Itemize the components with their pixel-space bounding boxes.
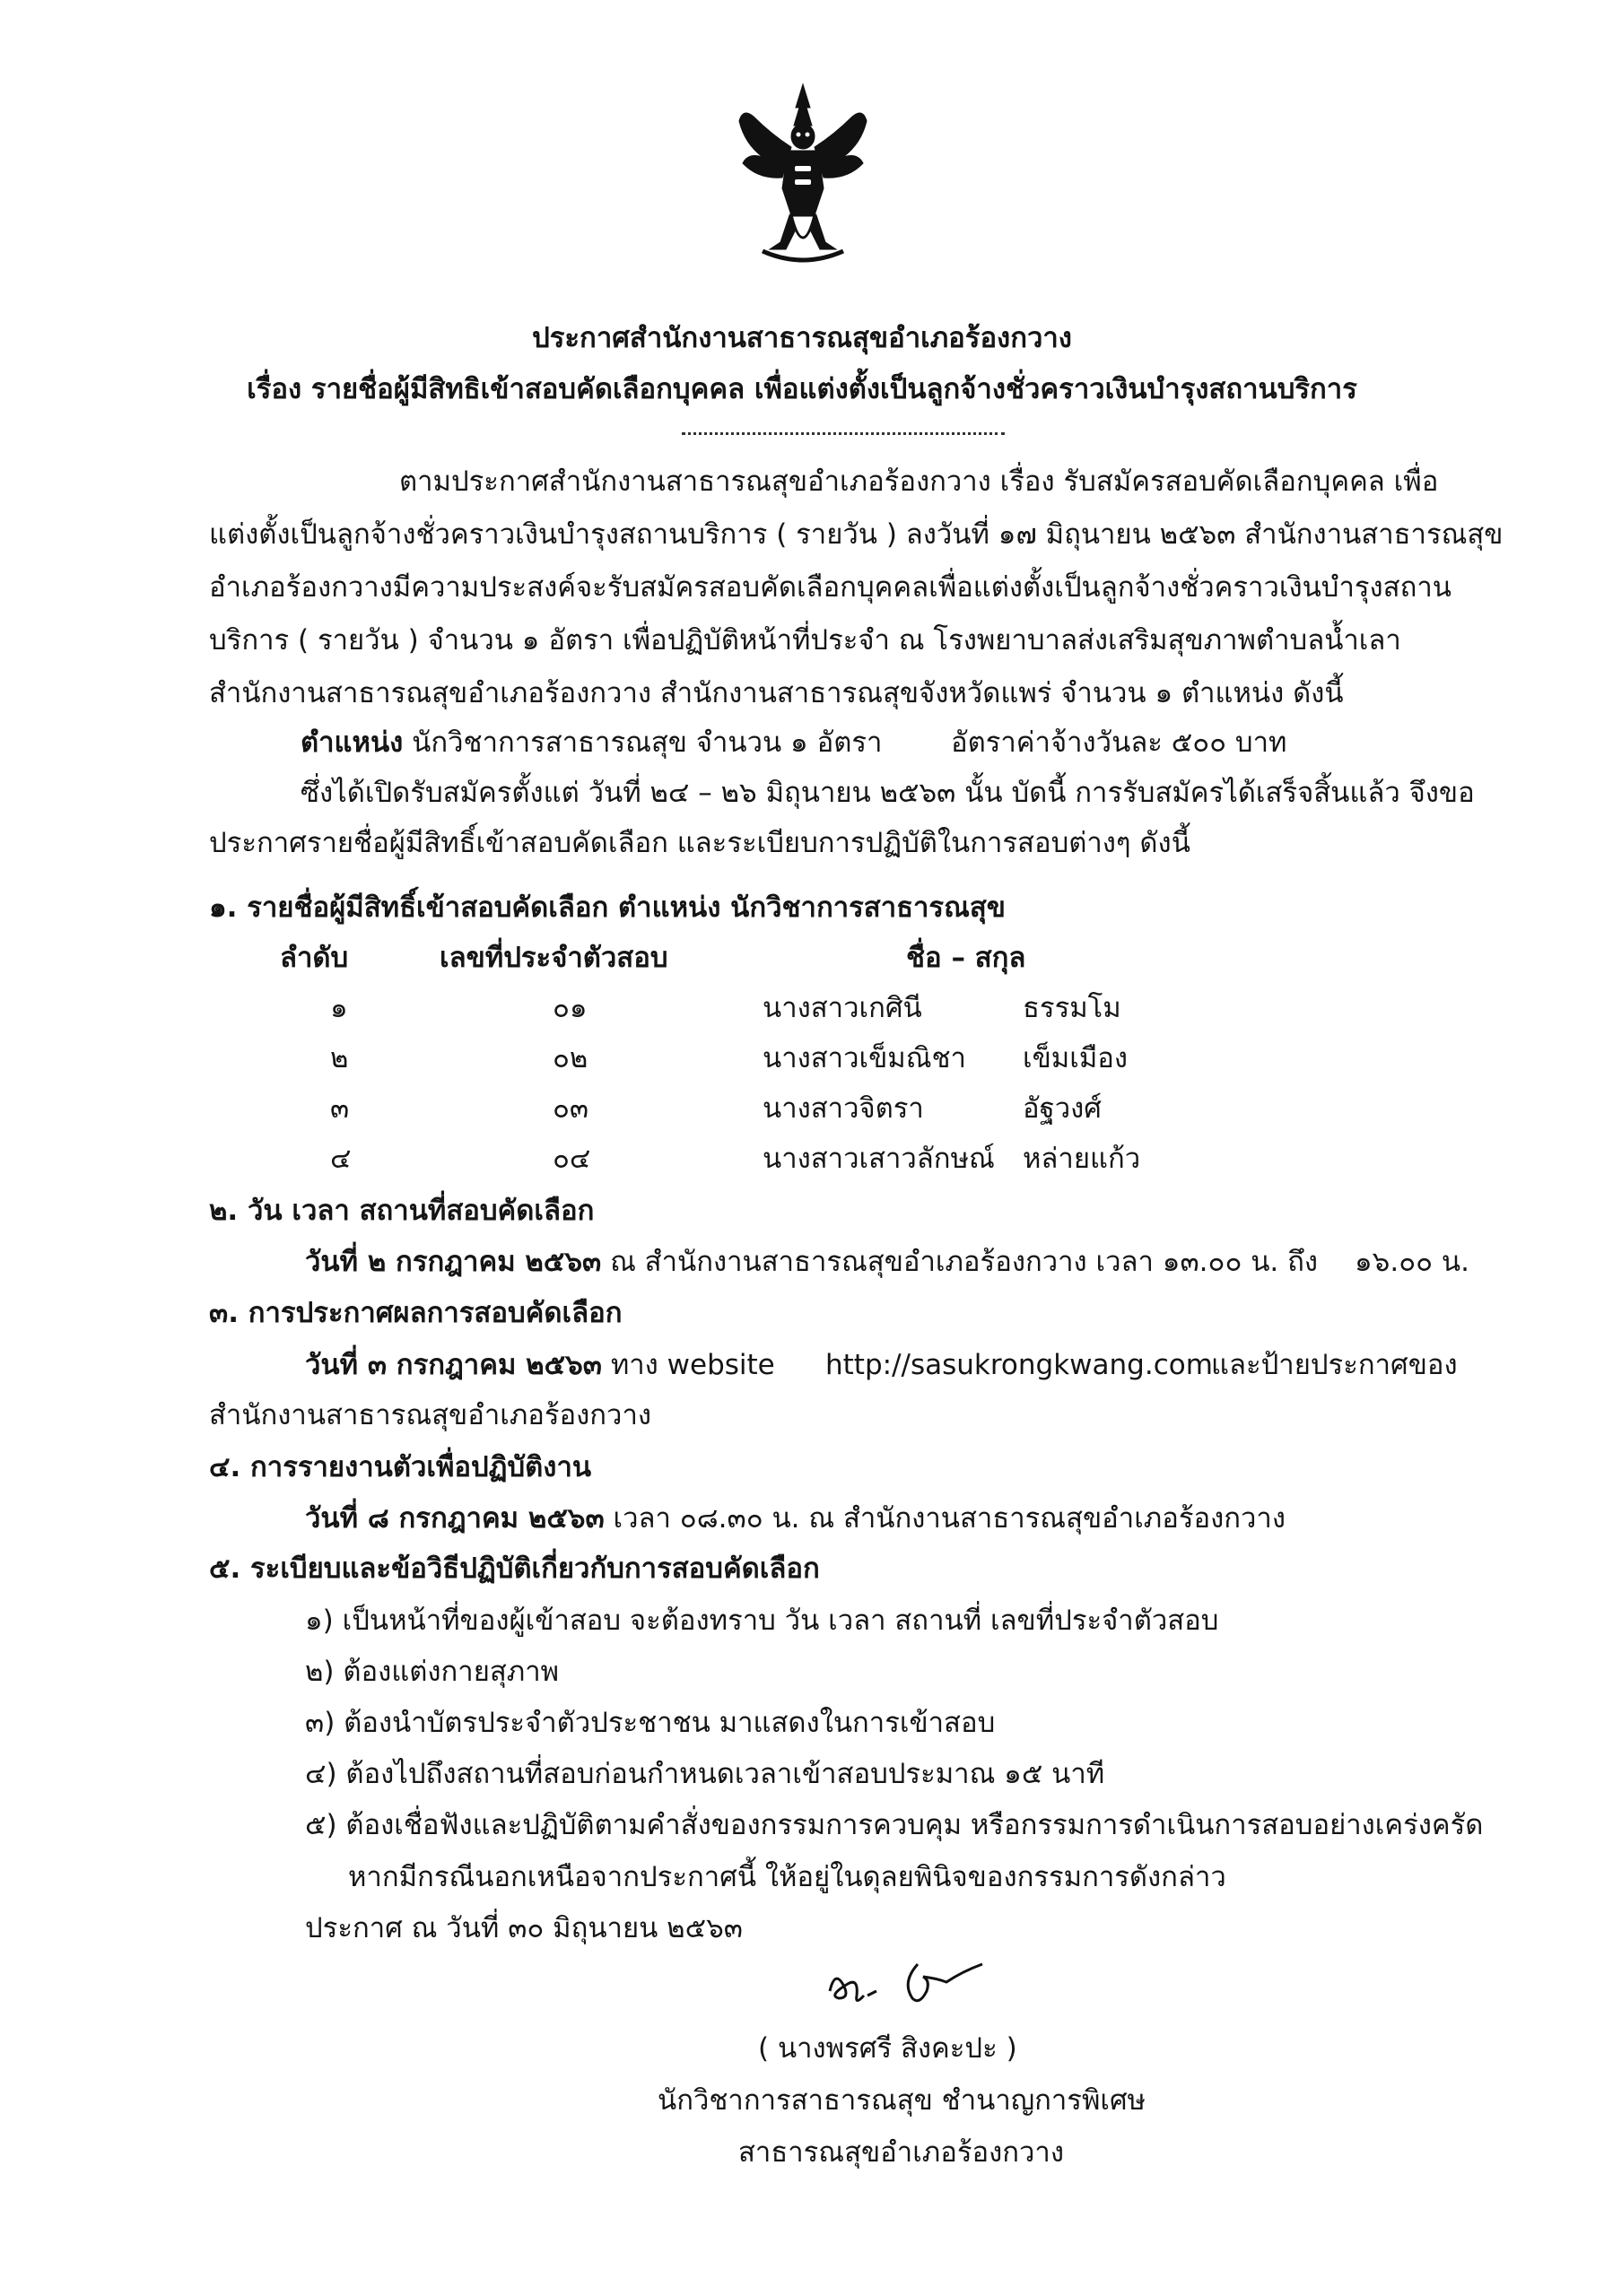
row-first-name: นางสาวเสาวลักษณ์ [763, 1143, 995, 1175]
wage-rate: อัตราค่าจ้างวันละ ๕๐๐ บาท [951, 726, 1287, 759]
table-row [0, 988, 1604, 1028]
results-date: วันที่ ๓ กรกฎาคม ๒๕๖๓ [305, 1349, 602, 1381]
announcement-subject: เรื่อง รายชื่อผู้มีสิทธิเข้าสอบคัดเลือกบุคคล เพื่อแต่งตั้งเป็นลูกจ้างชั่วคราวเงินบำรุงสถานบริการ [247, 373, 1357, 405]
row-first-name: นางสาวเกศินี [763, 992, 922, 1024]
section-2-heading: ๒. วัน เวลา สถานที่สอบคัดเลือก [209, 1195, 595, 1227]
col-name-header: ชื่อ – สกุล [906, 942, 1026, 974]
position-line [301, 723, 882, 762]
report-date: วันที่ ๘ กรกฎาคม ๒๕๖๓ [305, 1502, 605, 1535]
header-dotted-divider [682, 432, 1005, 435]
rule-item: ๓) ต้องนำบัตรประจำตัวประชาชน มาแสดงในการเข้าสอบ [305, 1707, 996, 1739]
results-board-text: และป้ายประกาศของ [1211, 1349, 1458, 1381]
section-5-heading: ๕. ระเบียบและข้อวิธีปฏิบัติเกี่ยวกับการสอบคัดเลือก [209, 1552, 820, 1585]
rule-closing: หากมีกรณีนอกเหนือจากประกาศนี้ ให้อยู่ในดุลยพินิจของกรรมการดังกล่าว [348, 1861, 1226, 1893]
announcement-date: ประกาศ ณ วันที่ ๓๐ มิถุนายน ๒๕๖๓ [305, 1912, 743, 1944]
exam-end-time: ๑๖.๐๐ น. [1355, 1246, 1469, 1278]
signer-title: นักวิชาการสาธารณสุข ชำนาญการพิเศษ [658, 2084, 1146, 2117]
results-via: ทาง website [610, 1349, 775, 1381]
intro-line: แต่งตั้งเป็นลูกจ้างชั่วคราวเงินบำรุงสถานบริการ ( รายวัน ) ลงวันที่ ๑๗ มิถุนายน ๒๕๖๓ สำนักงานสาธารณสุข [209, 518, 1504, 551]
section-3-heading: ๓. การประกาศผลการสอบคัดเลือก [209, 1297, 623, 1329]
row-order: ๒ [330, 1042, 349, 1074]
results-website-link[interactable]: http://sasukrongkwang.com [825, 1349, 1213, 1381]
signature-icon [812, 1946, 1000, 2022]
row-exam-id: ๐๔ [553, 1143, 591, 1175]
garuda-emblem-icon [736, 81, 870, 269]
col-id-header: เลขที่ประจำตัวสอบ [440, 942, 668, 974]
table-row [0, 1139, 1604, 1178]
announcement-title: ประกาศสำนักงานสาธารณสุขอำเภอร้องกวาง [532, 322, 1072, 354]
rule-item: ๑) เป็นหน้าที่ของผู้เข้าสอบ จะต้องทราบ วัน เวลา สถานที่ เลขที่ประจำตัวสอบ [305, 1605, 1219, 1637]
signer-name: ( นางพรศรี สิงคะปะ ) [758, 2032, 1017, 2065]
intro-line: ประกาศรายชื่อผู้มีสิทธิ์เข้าสอบคัดเลือก และระเบียบการปฏิบัติในการสอบต่างๆ ดังนี้ [209, 827, 1190, 859]
rule-item: ๔) ต้องไปถึงสถานที่สอบก่อนกำหนดเวลาเข้าสอบประมาณ ๑๕ นาที [305, 1758, 1105, 1790]
row-last-name: ธรรมโม [1023, 992, 1121, 1024]
exam-date: วันที่ ๒ กรกฎาคม ๒๕๖๓ [305, 1246, 602, 1278]
intro-line: อำเภอร้องกวางมีความประสงค์จะรับสมัครสอบคัดเลือกบุคคลเพื่อแต่งตั้งเป็นลูกจ้างชั่วคราวเงินบำรุงสถาน [209, 571, 1451, 604]
results-announcement [305, 1345, 775, 1385]
position-label: ตำแหน่ง [301, 726, 404, 759]
col-order-header: ลำดับ [280, 942, 349, 974]
table-row [0, 1039, 1604, 1078]
row-last-name: อัฐวงศ์ [1023, 1092, 1102, 1125]
row-exam-id: ๐๓ [553, 1092, 589, 1125]
section-1-heading: ๑. รายชื่อผู้มีสิทธิ์เข้าสอบคัดเลือก ตำแหน่ง นักวิชาการสาธารณสุข [209, 891, 1006, 924]
signer-office: สาธารณสุขอำเภอร้องกวาง [738, 2136, 1064, 2169]
candidate-table-header [0, 938, 1604, 978]
row-last-name: เข็มเมือง [1023, 1042, 1129, 1074]
row-last-name: หล่ายแก้ว [1023, 1143, 1141, 1175]
intro-line: บริการ ( รายวัน ) จำนวน ๑ อัตรา เพื่อปฏิบัติหน้าที่ประจำ ณ โรงพยาบาลส่งเสริมสุขภาพตำบลน้ำเลา [209, 624, 1401, 657]
exam-schedule [305, 1242, 1318, 1282]
row-order: ๓ [330, 1092, 350, 1125]
row-exam-id: ๐๒ [553, 1042, 588, 1074]
rule-item: ๕) ต้องเชื่อฟังและปฏิบัติตามคำสั่งของกรรมการควบคุม หรือกรรมการดำเนินการสอบอย่างเคร่งครัด [305, 1809, 1484, 1841]
intro-line: ตามประกาศสำนักงานสาธารณสุขอำเภอร้องกวาง เรื่อง รับสมัครสอบคัดเลือกบุคคล เพื่อ [399, 465, 1439, 498]
report-detail: เวลา ๐๘.๓๐ น. ณ สำนักงานสาธารณสุขอำเภอร้องกวาง [613, 1502, 1286, 1535]
section-4-heading: ๔. การรายงานตัวเพื่อปฏิบัติงาน [209, 1451, 592, 1483]
report-duty [305, 1499, 1286, 1538]
row-order: ๑ [330, 992, 348, 1024]
row-first-name: นางสาวเข็มณิชา [763, 1042, 966, 1074]
position-detail: นักวิชาการสาธารณสุข จำนวน ๑ อัตรา [412, 726, 883, 759]
row-exam-id: ๐๑ [553, 992, 588, 1024]
row-first-name: นางสาวจิตรา [763, 1092, 924, 1125]
intro-line: สำนักงานสาธารณสุขอำเภอร้องกวาง สำนักงานสาธารณสุขจังหวัดแพร่ จำนวน ๑ ตำแหน่ง ดังนี้ [209, 677, 1344, 709]
rule-item: ๒) ต้องแต่งกายสุภาพ [305, 1656, 560, 1688]
results-office: สำนักงานสาธารณสุขอำเภอร้องกวาง [209, 1399, 652, 1431]
exam-detail: ณ สำนักงานสาธารณสุขอำเภอร้องกวาง เวลา ๑๓.๐๐ น. ถึง [610, 1246, 1319, 1278]
row-order: ๔ [330, 1143, 352, 1175]
intro-line: ซึ่งได้เปิดรับสมัครตั้งแต่ วันที่ ๒๔ – ๒๖ มิถุนายน ๒๕๖๓ นั้น บัดนี้ การรับสมัครได้เสร็จสิ้นแล้ว จึงขอ [301, 777, 1475, 809]
table-row [0, 1089, 1604, 1128]
